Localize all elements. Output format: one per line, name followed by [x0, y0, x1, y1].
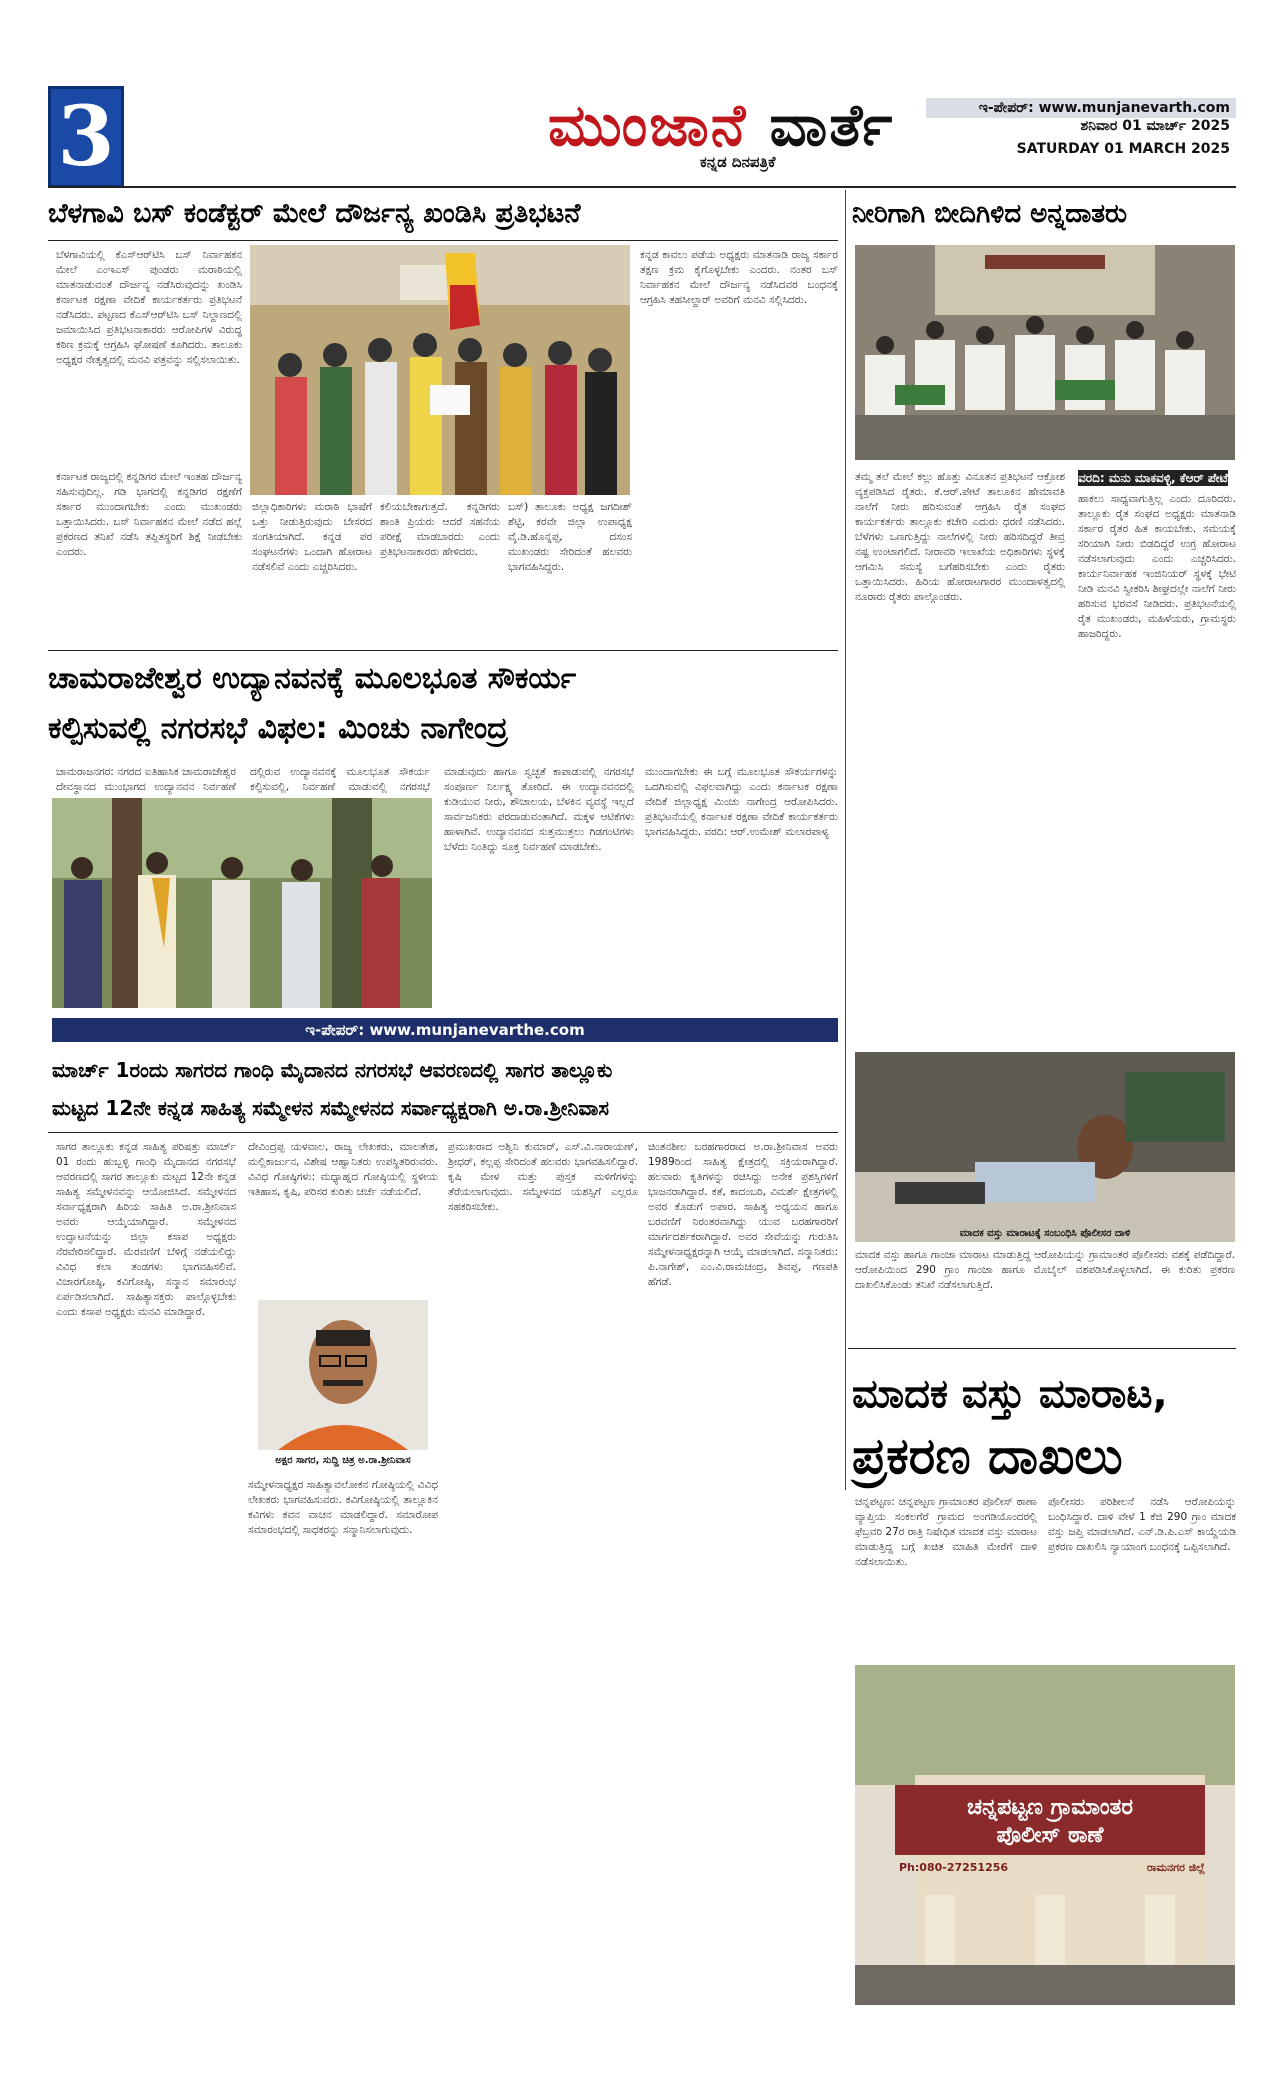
story2-photo: [855, 245, 1235, 460]
story2-photo-caption: ವರದಿ: ಮನು ಮಾಕವಳ್ಳಿ, ಕೆಆರ್ ಪೇಟೆ: [1078, 471, 1228, 485]
police-sign-phone: Ph:080-27251256: [899, 1861, 1009, 1874]
page-number: 3: [48, 86, 124, 188]
epaper-strip-link[interactable]: ಇ-ಪೇಪರ್: www.munjanevarthe.com: [52, 1018, 838, 1042]
story4-col4: ಚಿಂತನಶೀಲ ಬರಹಗಾರರಾದ ಅ.ರಾ.ಶ್ರೀನಿವಾಸ ಅವರು 1989ರಿಂದ ಸಾಹಿತ್ಯ ಕ್ಷೇತ್ರದಲ್ಲಿ ಸಕ್ರಿಯರಾಗಿದ್ದಾರೆ. ಹಲವಾರು ಕೃತಿಗಳನ್ನು ರಚಿಸಿದ್ದು ಅನೇಕ ಪ್ರಶಸ್ತಿಗಳಿಗೆ ಭಾಜನರಾಗಿದ್ದಾರೆ. ಕತೆ, ಕಾದಂಬರಿ, ವಿಮರ್ಶೆ ಕ್ಷೇತ್ರಗಳಲ್ಲಿ ಅವರ ಕೊಡುಗೆ ಅಪಾರ. ಸಾಹಿತ್ಯ ಅಧ್ಯಯನ ಹಾಗೂ ಬರವಣಿಗೆ ನಿರಂತರವಾಗಿದ್ದು ಯುವ ಬರಹಗಾರರಿಗೆ ಮಾರ್ಗದರ್ಶಕರಾಗಿದ್ದಾರೆ. ಅವರ ಸೇವೆಯನ್ನು ಗುರುತಿಸಿ ಸಮ್ಮೇಳನಾಧ್ಯಕ್ಷರನ್ನಾಗಿ ಆಯ್ಕೆ ಮಾಡಲಾಗಿದೆ. ಸನ್ಮಾನಿತರು: ಪಿ.ನಾಗೇಶ್, ಎಂ.ವಿ.ರಾಮಚಂದ್ರ, ಶಿವಪ್ಪ, ಗಣಪತಿ ಹೆಗಡೆ.: [648, 1141, 838, 1288]
story1-col1: ಬೆಳಗಾವಿಯಲ್ಲಿ ಕೆಎಸ್‌ಆರ್‌ಟಿಸಿ ಬಸ್ ನಿರ್ವಾಹಕನ ಮೇಲೆ ಎಂಇಎಸ್ ಪುಂಡರು ಮರಾಠಿಯಲ್ಲಿ ಮಾತನಾಡುವಂತೆ ದೌರ್ಜನ್ಯ ನಡೆಸಿರುವುದನ್ನು ಖಂಡಿಸಿ ಕರ್ನಾಟಕ ರಕ್ಷಣಾ ವೇದಿಕೆ ಕಾರ್ಯಕರ್ತರು ಪ್ರತಿಭಟನೆ ನಡೆಸಿದರು. ಪಟ್ಟಣದ ಕೆಎಸ್‌ಆರ್‌ಟಿಸಿ ಬಸ್ ನಿಲ್ದಾಣದಲ್ಲಿ ಜಮಾಯಿಸಿದ ಪ್ರತಿಭಟನಾಕಾರರು ಆರೋಪಿಗಳ ವಿರುದ್ಧ ಕಠಿಣ ಕ್ರಮಕ್ಕೆ ಆಗ್ರಹಿಸಿ ಘೋಷಣೆ ಕೂಗಿದರು. ತಾಲೂಕು ಅಧ್ಯಕ್ಷರ ನೇತೃತ್ವದಲ್ಲಿ ಮನವಿ ಪತ್ರವನ್ನು ಸಲ್ಲಿಸಲಾಯಿತು.: [56, 249, 242, 366]
story1-headline: ಬೆಳಗಾವಿ ಬಸ್ ಕಂಡೆಕ್ಟರ್ ಮೇಲೆ ದೌರ್ಜನ್ಯ ಖಂಡಿಸಿ ಪ್ರತಿಭಟನೆ: [48, 198, 581, 229]
protest-group-image: [250, 245, 630, 495]
police-sign-line1: ಚನ್ನಪಟ್ಟಣ ಗ್ರಾಮಾಂತರ: [967, 1795, 1133, 1820]
police-sign-place: ರಾಮನಗರ ಜಿಲ್ಲೆ: [1146, 1861, 1205, 1874]
column-divider: [845, 190, 846, 1490]
story3-photo: [52, 798, 432, 1008]
story4-col2: ದೇವಿಂದ್ರಪ್ಪ ಯಳವಾಲ, ರಾಜ್ಯ ಲೇಖಕರು, ಮಾಲತೇಶ, ಮಲ್ಲಿಕಾರ್ಜುನ, ವಿಶೇಷ ಆಹ್ವಾನಿತರು ಉಪಸ್ಥಿತರಿರುವರು. ವಿವಿಧ ಗೋಷ್ಠಿಗಳು: ಮಧ್ಯಾಹ್ನದ ಗೋಷ್ಠಿಯಲ್ಲಿ ಸ್ಥಳೀಯ ಇತಿಹಾಸ, ಕೃಷಿ, ಪರಿಸರ ಕುರಿತು ಚರ್ಚೆ ನಡೆಯಲಿದೆ.: [248, 1141, 438, 1198]
story4-portrait: [258, 1300, 428, 1450]
masthead-tagline: ಕನ್ನಡ ದಿನಪತ್ರಿಕೆ: [700, 153, 776, 171]
story5-photo-caption: ಮಾದಕ ವಸ್ತು ಮಾರಾಟಕ್ಕೆ ಸಂಬಂಧಿಸಿ ಪೊಲೀಸರ ದಾಳಿ: [959, 1228, 1131, 1239]
story4-col2b: ಸಮ್ಮೇಳನಾಧ್ಯಕ್ಷರ ಸಾಹಿತ್ಯಾವಲೋಕನ ಗೋಷ್ಠಿಯಲ್ಲಿ ವಿವಿಧ ಲೇಖಕರು ಭಾಗವಹಿಸುವರು. ಕವಿಗೋಷ್ಠಿಯಲ್ಲಿ ತಾಲ್ಲೂಕಿನ ಕವಿಗಳು ಕವನ ವಾಚನ ಮಾಡಲಿದ್ದಾರೆ. ಸಮಾರೋಪ ಸಮಾರಂಭದಲ್ಲಿ ಸಾಧಕರನ್ನು ಸನ್ಮಾನಿಸಲಾಗುವುದು.: [248, 1479, 438, 1536]
story3-divider: [48, 650, 838, 651]
story1-col4: ಕಲಿಯಬೇಕಾಗುತ್ತದೆ. ಕನ್ನಡಿಗರು ಶಾಂತಿ ಪ್ರಿಯರು ಆದರೆ ಸಹನೆಯ ಪರೀಕ್ಷೆ ಮಾಡಬಾರದು ಎಂದು ಪ್ರತಿಭಟನಾಕಾರರು ಹೇಳಿದರು.: [380, 501, 500, 558]
story6-col1: ಚನ್ನಪಟ್ಟಣ: ಚನ್ನಪಟ್ಟಣ ಗ್ರಾಮಾಂತರ ಪೊಲೀಸ್ ಠಾಣಾ ವ್ಯಾಪ್ತಿಯ ಸಂಕಲಗೆರೆ ಗ್ರಾಮದ ಅಂಗಡಿಯೊಂದರಲ್ಲಿ ಫೆಬ್ರವರಿ 27ರ ರಾತ್ರಿ ನಿಷೇಧಿತ ಮಾದಕ ವಸ್ತು ಮಾರಾಟ ಮಾಡುತ್ತಿದ್ದ ಬಗ್ಗೆ ಖಚಿತ ಮಾಹಿತಿ ಮೇರೆಗೆ ದಾಳಿ ನಡೆಸಲಾಯಿತು.: [855, 1496, 1037, 1568]
story3-headline-line2: ಕಲ್ಪಿಸುವಲ್ಲಿ ನಗರಸಭೆ ವಿಫಲ: ಮಿಂಚು ನಾಗೇಂದ್ರ: [48, 711, 508, 746]
story3-col2: ದಲ್ಲಿರುವ ಉದ್ಯಾನವನಕ್ಕೆ ಮೂಲಭೂತ ಸೌಕರ್ಯ ಕಲ್ಪಿಸುವಲ್ಲಿ, ನಿರ್ವಹಣೆ ಮಾಡುವಲ್ಲಿ ನಗರಸಭೆ: [250, 766, 430, 793]
story4-headline-line2: ಮಟ್ಟದ 12ನೇ ಕನ್ನಡ ಸಾಹಿತ್ಯ ಸಮ್ಮೇಳನ ಸಮ್ಮೇಳನದ ಸರ್ವಾಧ್ಯಕ್ಷರಾಗಿ ಅ.ರಾ.ಶ್ರೀನಿವಾಸ: [52, 1096, 609, 1120]
author-portrait-image: [258, 1300, 428, 1450]
story2-headline: ನೀರಿಗಾಗಿ ಬೀದಿಗಿಳಿದ ಅನ್ನದಾತರು: [852, 199, 1128, 229]
story2-col1: ತಮ್ಮ ತಲೆ ಮೇಲೆ ಕಲ್ಲು ಹೊತ್ತು ವಿನೂತನ ಪ್ರತಿಭಟನೆ ಆಕ್ರೋಶ ವ್ಯಕ್ತಪಡಿಸಿದ ರೈತರು. ಕೆ.ಆರ್.ಪೇಟೆ ತಾಲೂಕಿನ ಹೇಮಾವತಿ ನಾಲೆಗೆ ನೀರು ಹರಿಸುವಂತೆ ಆಗ್ರಹಿಸಿ ರೈತ ಸಂಘದ ಕಾರ್ಯಕರ್ತರು ತಾಲ್ಲೂಕು ಕಚೇರಿ ಎದುರು ಧರಣಿ ನಡೆಸಿದರು. ಬೆಳೆಗಳು ಒಣಗುತ್ತಿದ್ದು ನಾಲೆಗಳಲ್ಲಿ ನೀರು ಹರಿಸದಿದ್ದರೆ ತೀವ್ರ ನಷ್ಟ ಉಂಟಾಗಲಿದೆ. ನೀರಾವರಿ ಇಲಾಖೆಯ ಅಧಿಕಾರಿಗಳು ಸ್ಥಳಕ್ಕೆ ಆಗಮಿಸಿ ಸಮಸ್ಯೆ ಬಗೆಹರಿಸಬೇಕು ಎಂದು ರೈತರು ಒತ್ತಾಯಿಸಿದರು. ಹಿರಿಯ ಹೋರಾಟಗಾರರ ಮುಂದಾಳತ್ವದಲ್ಲಿ ನೂರಾರು ರೈತರು ಪಾಲ್ಗೊಂಡರು.: [855, 471, 1065, 603]
story1-col2: ಕರ್ನಾಟಕ ರಾಜ್ಯದಲ್ಲಿ ಕನ್ನಡಿಗರ ಮೇಲೆ ಇಂತಹ ದೌರ್ಜನ್ಯ ಸಹಿಸುವುದಿಲ್ಲ. ಗಡಿ ಭಾಗದಲ್ಲಿ ಕನ್ನಡಿಗರ ರಕ್ಷಣೆಗೆ ಸರ್ಕಾರ ಮುಂದಾಗಬೇಕು ಎಂದು ಮುಖಂಡರು ಒತ್ತಾಯಿಸಿದರು. ಬಸ್ ನಿರ್ವಾಹಕನ ಮೇಲೆ ನಡೆದ ಹಲ್ಲೆ ಪ್ರಕರಣದ ತನಿಖೆ ನಡೆಸಿ ತಪ್ಪಿತಸ್ಥರಿಗೆ ಶಿಕ್ಷೆ ನೀಡಬೇಕು ಎಂದರು.: [56, 471, 242, 558]
farmers-protest-image: [855, 245, 1235, 460]
story1-col5: ಕನ್ನಡ ಕಾವಲು ಪಡೆಯ ಅಧ್ಯಕ್ಷರು ಮಾತನಾಡಿ ರಾಜ್ಯ ಸರ್ಕಾರ ತಕ್ಷಣ ಕ್ರಮ ಕೈಗೊಳ್ಳಬೇಕು ಎಂದರು. ನಂತರ ಬಸ್ ನಿರ್ವಾಹಕನ ಮೇಲೆ ದೌರ್ಜನ್ಯ ನಡೆಸಿದವರ ಬಂಧನಕ್ಕೆ ಆಗ್ರಹಿಸಿ ತಹಸೀಲ್ದಾರ್ ಅವರಿಗೆ ಮನವಿ ಸಲ್ಲಿಸಿದರು.: [640, 249, 838, 306]
header-date-kannada: ಶನಿವಾರ 01 ಮಾರ್ಚ್ 2025: [1080, 118, 1230, 134]
story1-col3: ಜಿಲ್ಲಾಧಿಕಾರಿಗಳು ಮರಾಠಿ ಭಾಷೆಗೆ ಒತ್ತು ನೀಡುತ್ತಿರುವುದು ಬೇಸರದ ಸಂಗತಿಯಾಗಿದೆ. ಕನ್ನಡ ಪರ ಸಂಘಟನೆಗಳು ಒಂದಾಗಿ ಹೋರಾಟ ನಡೆಸಲಿವೆ ಎಂದು ಎಚ್ಚರಿಸಿದರು.: [252, 501, 372, 573]
story4-divider: [48, 1132, 838, 1133]
story6-col2: ಪೊಲೀಸರು ಪರಿಶೀಲನೆ ನಡೆಸಿ ಆರೋಪಿಯನ್ನು ಬಂಧಿಸಿದ್ದಾರೆ. ದಾಳಿ ವೇಳೆ 1 ಕೆಜಿ 290 ಗ್ರಾಂ ಮಾದಕ ವಸ್ತು ಜಪ್ತಿ ಮಾಡಲಾಗಿದೆ. ಎನ್.ಡಿ.ಪಿ.ಎಸ್ ಕಾಯ್ದೆಯಡಿ ಪ್ರಕರಣ ದಾಖಲಿಸಿ ನ್ಯಾಯಾಂಗ ಬಂಧನಕ್ಕೆ ಒಪ್ಪಿಸಲಾಗಿದೆ.: [1048, 1496, 1236, 1553]
story1-col6: ಬಸ್) ತಾಲೂಕು ಅಧ್ಯಕ್ಷ ಜಗದೀಶ್ ಶೆಟ್ಟಿ, ಕರವೇ ಜಿಲ್ಲಾ ಉಪಾಧ್ಯಕ್ಷ ವೈ.ಡಿ.ಹೊನ್ನಪ್ಪ, ದಸಂಸ ಮುಖಂಡರು ಸೇರಿದಂತೆ ಹಲವರು ಭಾಗವಹಿಸಿದ್ದರು.: [508, 501, 632, 573]
story5-text: ಮಾದಕ ವಸ್ತು ಹಾಗೂ ಗಾಂಜಾ ಮಾರಾಟ ಮಾಡುತ್ತಿದ್ದ ಆರೋಪಿಯನ್ನು ಗ್ರಾಮಾಂತರ ಪೊಲೀಸರು ವಶಕ್ಕೆ ಪಡೆದಿದ್ದಾರೆ. ಆರೋಪಿಯಿಂದ 290 ಗ್ರಾಂ ಗಾಂಜಾ ಹಾಗೂ ಮೊಬೈಲ್ ವಶಪಡಿಸಿಕೊಳ್ಳಲಾಗಿದೆ. ಈ ಕುರಿತು ಪ್ರಕರಣ ದಾಖಲಿಸಿಕೊಂಡು ತನಿಖೆ ನಡೆಸಲಾಗುತ್ತಿದೆ.: [855, 1249, 1235, 1291]
story4-photo-caption: ಅಕ್ಷರ ಸಾಗರ, ಸುದ್ದಿ ಚಿತ್ರ ಅ.ರಾ.ಶ್ರೀನಿವಾಸ: [275, 1455, 411, 1466]
story4-col3: ಪ್ರಮುಖರಾದ ಅಶ್ವಿನಿ ಕುಮಾರ್, ಎಸ್.ವಿ.ನಾರಾಯಣ್, ಶ್ರೀಧರ್, ಕಲ್ಲಪ್ಪ ಸೇರಿದಂತೆ ಹಲವರು ಭಾಗವಹಿಸಲಿದ್ದಾರೆ. ಕೃಷಿ ಮೇಳ ಮತ್ತು ಪುಸ್ತಕ ಮಳಿಗೆಗಳನ್ನು ತೆರೆಯಲಾಗುವುದು. ಸಮ್ಮೇಳನದ ಯಶಸ್ಸಿಗೆ ಎಲ್ಲರೂ ಸಹಕರಿಸಬೇಕು.: [448, 1141, 638, 1213]
story3-col3: ಮಾಡುವುದು ಹಾಗೂ ಸ್ವಚ್ಛತೆ ಕಾಪಾಡುವಲ್ಲಿ ನಗರಸಭೆ ಸಂಪೂರ್ಣ ನಿರ್ಲಕ್ಷ್ಯ ತೋರಿದೆ. ಈ ಉದ್ಯಾನವನದಲ್ಲಿ ಕುಡಿಯುವ ನೀರು, ಶೌಚಾಲಯ, ಬೆಳಕಿನ ವ್ಯವಸ್ಥೆ ಇಲ್ಲದೆ ಸಾರ್ವಜನಿಕರು ಪರದಾಡುವಂತಾಗಿದೆ. ಮಕ್ಕಳ ಆಟಿಕೆಗಳು ಹಾಳಾಗಿವೆ. ಉದ್ಯಾನವನದ ಸುತ್ತಮುತ್ತಲು ಗಿಡಗಂಟಿಗಳು ಬೆಳೆದು ನಿಂತಿದ್ದು ಸೂಕ್ತ ನಿರ್ವಹಣೆ ಮಾಡಬೇಕು.: [444, 766, 634, 853]
story3-col1: ಚಾಮರಾಜನಗರ: ನಗರದ ಐತಿಹಾಸಿಕ ಚಾಮರಾಜೇಶ್ವರ ದೇವಸ್ಥಾನದ ಮುಂಭಾಗದ ಉದ್ಯಾನವನ ನಿರ್ವಹಣೆ: [56, 766, 236, 793]
masthead-title: [548, 90, 920, 160]
story1-photo: [250, 245, 630, 495]
story5-divider: [848, 1348, 1236, 1349]
story6-headline-line2: ಪ್ರಕರಣ ದಾಖಲು: [852, 1427, 1123, 1485]
police-sign-line2: ಪೊಲೀಸ್ ಠಾಣೆ: [996, 1823, 1104, 1848]
story2-col2: ಹಾಕಲು ಸಾಧ್ಯವಾಗುತ್ತಿಲ್ಲ ಎಂದು ದೂರಿದರು. ತಾಲ್ಲೂಕು ರೈತ ಸಂಘದ ಅಧ್ಯಕ್ಷರು ಮಾತನಾಡಿ ಸರ್ಕಾರ ರೈತರ ಹಿತ ಕಾಯಬೇಕು. ಸಮಯಕ್ಕೆ ಸರಿಯಾಗಿ ನೀರು ಬಿಡದಿದ್ದರೆ ಉಗ್ರ ಹೋರಾಟ ನಡೆಸಲಾಗುವುದು ಎಂದು ಎಚ್ಚರಿಸಿದರು. ಕಾರ್ಯನಿರ್ವಾಹಕ ಇಂಜಿನಿಯರ್ ಸ್ಥಳಕ್ಕೆ ಭೇಟಿ ನೀಡಿ ಮನವಿ ಸ್ವೀಕರಿಸಿ ಶೀಘ್ರದಲ್ಲೇ ನಾಲೆಗೆ ನೀರು ಹರಿಸುವ ಭರವಸೆ ನೀಡಿದರು. ಪ್ರತಿಭಟನೆಯಲ್ಲಿ ರೈತ ಮುಖಂಡರು, ಮಹಿಳೆಯರು, ಗ್ರಾಮಸ್ಥರು ಹಾಜರಿದ್ದರು.: [1078, 493, 1236, 640]
story5-photo: [855, 1052, 1235, 1242]
masthead-title-part2: ವಾರ್ತೆ: [769, 91, 895, 159]
drug-accused-image: [855, 1052, 1235, 1242]
header-date-english: SATURDAY 01 MARCH 2025: [1016, 141, 1230, 157]
story3-headline-line1: ಚಾಮರಾಜೇಶ್ವರ ಉದ್ಯಾನವನಕ್ಕೆ ಮೂಲಭೂತ ಸೌಕರ್ಯ: [48, 661, 577, 696]
story4-col1: ಸಾಗರ ತಾಲ್ಲೂಕು ಕನ್ನಡ ಸಾಹಿತ್ಯ ಪರಿಷತ್ತು ಮಾರ್ಚ್ 01 ರಂದು ಹುಬ್ಬಳ್ಳಿ ಗಾಂಧಿ ಮೈದಾನದ ನಗರಸಭೆ ಆವರಣದಲ್ಲಿ ಸಾಗರ ತಾಲ್ಲೂಕು ಮಟ್ಟದ 12ನೇ ಕನ್ನಡ ಸಾಹಿತ್ಯ ಸಮ್ಮೇಳನವನ್ನು ಆಯೋಜಿಸಿದೆ. ಸಮ್ಮೇಳನದ ಸರ್ವಾಧ್ಯಕ್ಷರಾಗಿ ಹಿರಿಯ ಸಾಹಿತಿ ಅ.ರಾ.ಶ್ರೀನಿವಾಸ ಅವರು ಆಯ್ಕೆಯಾಗಿದ್ದಾರೆ. ಸಮ್ಮೇಳನದ ಉದ್ಘಾಟನೆಯನ್ನು ಜಿಲ್ಲಾ ಕಸಾಪ ಅಧ್ಯಕ್ಷರು ನೆರವೇರಿಸಲಿದ್ದಾರೆ. ಮೆರವಣಿಗೆ ಬೆಳಿಗ್ಗೆ ನಡೆಯಲಿದ್ದು ವಿವಿಧ ಕಲಾ ತಂಡಗಳು ಭಾಗವಹಿಸಲಿವೆ. ವಿಚಾರಗೋಷ್ಠಿ, ಕವಿಗೋಷ್ಠಿ, ಸನ್ಮಾನ ಸಮಾರಂಭ ಏರ್ಪಡಿಸಲಾಗಿದೆ. ಸಾಹಿತ್ಯಾಸಕ್ತರು ಪಾಲ್ಗೊಳ್ಳಬೇಕು ಎಂದು ಕಸಾಪ ಅಧ್ಯಕ್ಷರು ಮನವಿ ಮಾಡಿದ್ದಾರೆ.: [56, 1141, 236, 1318]
story6-photo: [855, 1665, 1235, 2005]
header-epaper-link[interactable]: ಇ-ಪೇಪರ್: www.munjanevarth.com: [926, 98, 1236, 118]
masthead-title-part1: ಮುಂಜಾನೆ: [548, 91, 748, 159]
story3-col4: ಮುಂದಾಗಬೇಕು ಈ ಬಗ್ಗೆ ಮೂಲಭೂತ ಸೌಕರ್ಯಗಳನ್ನು ಒದಗಿಸುವಲ್ಲಿ ವಿಫಲವಾಗಿದ್ದು ಎಂದು ಕರ್ನಾಟಕ ರಕ್ಷಣಾ ವೇದಿಕೆ ಜಿಲ್ಲಾಧ್ಯಕ್ಷ ಮಿಂಚು ನಾಗೇಂದ್ರ ಆರೋಪಿಸಿದರು. ಪ್ರತಿಭಟನೆಯಲ್ಲಿ ಕರ್ನಾಟಕ ರಕ್ಷಣಾ ವೇದಿಕೆ ಕಾರ್ಯಕರ್ತರು ಭಾಗವಹಿಸಿದ್ದರು. ವರದಿ: ಆರ್.ಉಮೇಶ್ ಮಲಾರಪಾಳ್ಯ: [645, 766, 838, 838]
story4-headline-line1: ಮಾರ್ಚ್ 1ರಂದು ಸಾಗರದ ಗಾಂಧಿ ಮೈದಾನದ ನಗರಸಭೆ ಆವರಣದಲ್ಲಿ ಸಾಗರ ತಾಲ್ಲೂಕು: [52, 1058, 613, 1082]
story6-headline-line1: ಮಾದಕ ವಸ್ತು ಮಾರಾಟ,: [852, 1371, 1168, 1417]
park-visit-image: [52, 798, 432, 1008]
header-divider: [48, 186, 1236, 188]
story1-divider: [48, 240, 838, 241]
